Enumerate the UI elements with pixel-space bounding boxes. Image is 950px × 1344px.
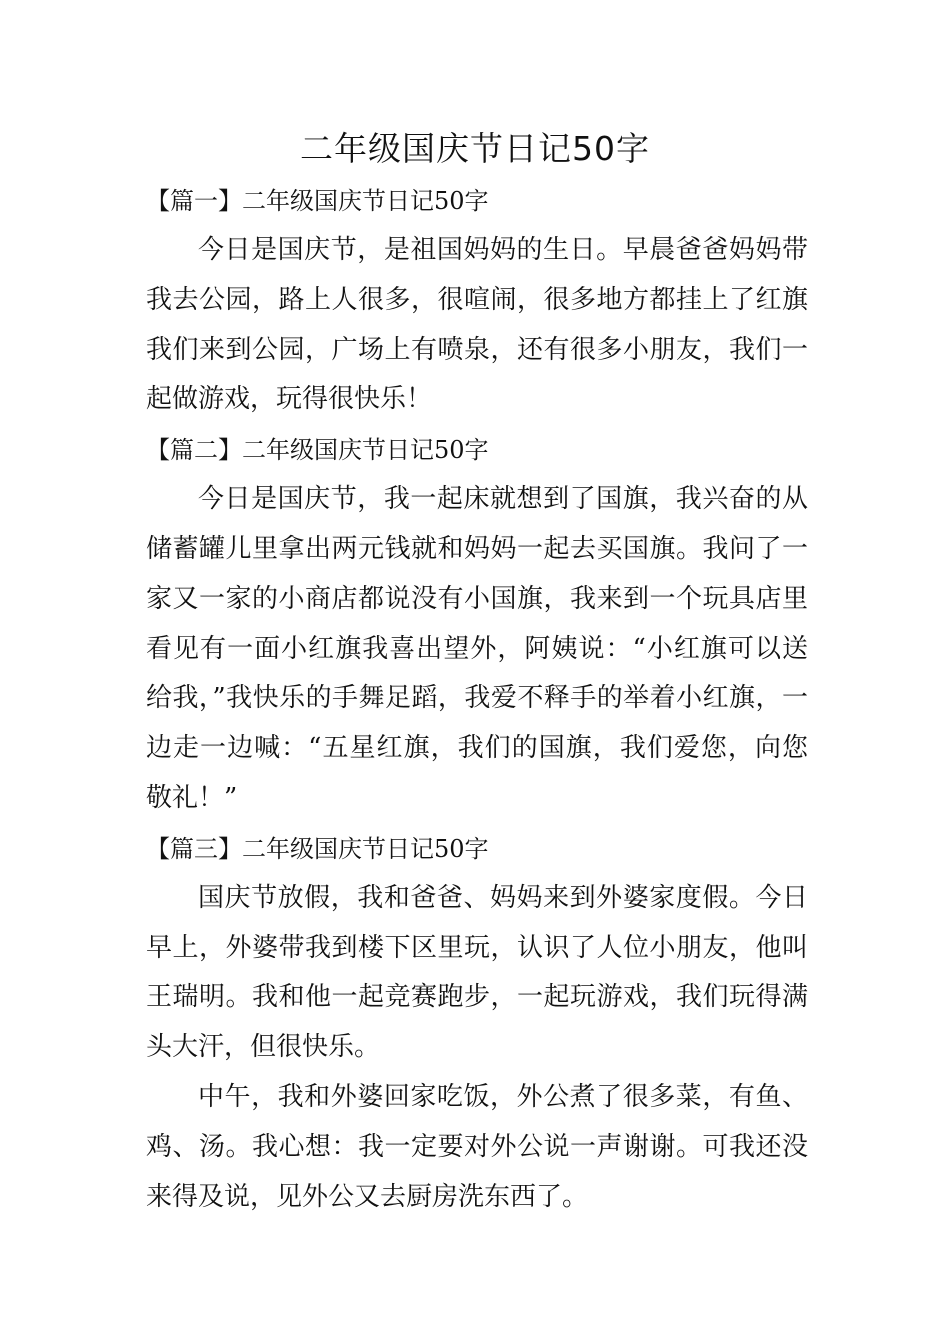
document-body — [146, 176, 808, 1222]
paragraph: 今日是国庆节，是祖国妈妈的生日。早晨爸爸妈妈带我去公园，路上人很多，很喧闹，很多地方都挂上了红旗我们来到公园，广场上有喷泉，还有很多小朋友，我们一起做游戏，玩得很快乐！ — [146, 235, 808, 415]
section-1 — [146, 176, 808, 425]
paragraph: 国庆节放假，我和爸爸、妈妈来到外婆家度假。今日早上，外婆带我到楼下区里玩，认识了人位小朋友，他叫王瑞明。我和他一起竞赛跑步，一起玩游戏，我们玩得满头大汗，但很快乐。 — [146, 882, 808, 1063]
paragraph: 今日是国庆节，我一起床就想到了国旗，我兴奋的从储蓄罐儿里拿出两元钱就和妈妈一起去买国旗。我问了一家又一家的小商店都说没有小国旗，我来到一个玩具店里看见有一面小红旗我喜出望外，阿姨说：“小红旗可以送给我，”我快乐的手舞足蹈，我爱不释手的举着小红旗，一边走一边喊：“五星红旗，我们的国旗，我们爱您，向您敬礼！” — [146, 484, 808, 813]
section-3 — [146, 824, 808, 1223]
section-heading: 【篇一】二年级国庆节日记50字 — [146, 187, 489, 215]
paragraph: 中午，我和外婆回家吃饭，外公煮了很多菜，有鱼、鸡、汤。我心想：我一定要对外公说一声谢谢。可我还没来得及说，见外公又去厨房洗东西了。 — [146, 1081, 808, 1212]
section-heading: 【篇三】二年级国庆节日记50字 — [146, 834, 489, 863]
document-title: 二年级国庆节日记50字 — [300, 129, 650, 168]
section-heading: 【篇二】二年级国庆节日记50字 — [146, 436, 489, 465]
section-2 — [146, 425, 808, 824]
